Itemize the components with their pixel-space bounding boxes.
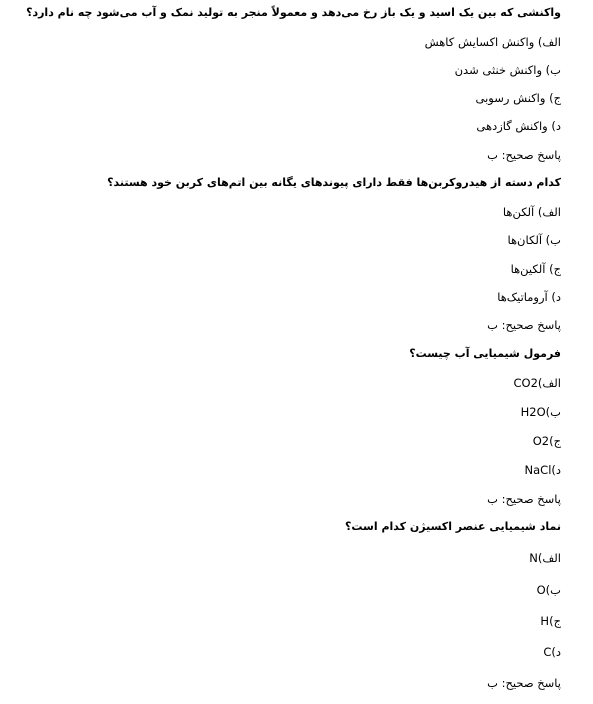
question-2-option-d: د) آروماتیک‌ها xyxy=(497,290,561,304)
question-2-text: کدام دسته از هیدروکربن‌ها فقط دارای پیوندهای یگانه بین اتم‌های کربن خود هستند؟ xyxy=(107,176,561,189)
question-2-option-b: ب) آلکان‌ها xyxy=(507,233,561,247)
question-2-answer: پاسخ صحیح: ب xyxy=(487,318,561,332)
question-1-option-c: ج) واکنش رسوبی xyxy=(475,91,561,105)
question-4-option-a: الف)N xyxy=(529,551,561,565)
question-4-option-c: ج)H xyxy=(540,614,561,628)
question-3-option-a: الف)CO2 xyxy=(513,376,561,390)
question-4-option-d: د)C xyxy=(543,645,561,659)
question-3-option-b: ب)H2O xyxy=(520,405,561,419)
question-1-option-b: ب) واکنش خنثی شدن xyxy=(454,63,561,77)
question-1-option-d: د) واکنش گازدهی xyxy=(476,119,561,133)
question-3-option-c: ج)O2 xyxy=(532,434,561,448)
question-2-option-a: الف) آلکن‌ها xyxy=(502,205,561,219)
question-1-option-a: الف) واکنش اکسایش کاهش xyxy=(424,35,561,49)
question-4-answer: پاسخ صحیح: ب xyxy=(487,676,561,690)
question-1-text: واکنشی که بین یک اسید و یک باز رخ می‌دهد و معمولاً منجر به تولید نمک و آب می‌شود چه نام دارد؟ xyxy=(26,6,561,19)
question-4-text: نماد شیمیایی عنصر اکسیژن کدام است؟ xyxy=(345,520,561,533)
question-2-option-c: ج) آلکین‌ها xyxy=(510,262,561,276)
question-3-answer: پاسخ صحیح: ب xyxy=(487,492,561,506)
question-3-text: فرمول شیمیایی آب چیست؟ xyxy=(409,347,561,360)
question-1-answer: پاسخ صحیح: ب xyxy=(487,148,561,162)
question-3-option-d: د)NaCl xyxy=(524,463,561,477)
question-4-option-b: ب)O xyxy=(536,583,561,597)
